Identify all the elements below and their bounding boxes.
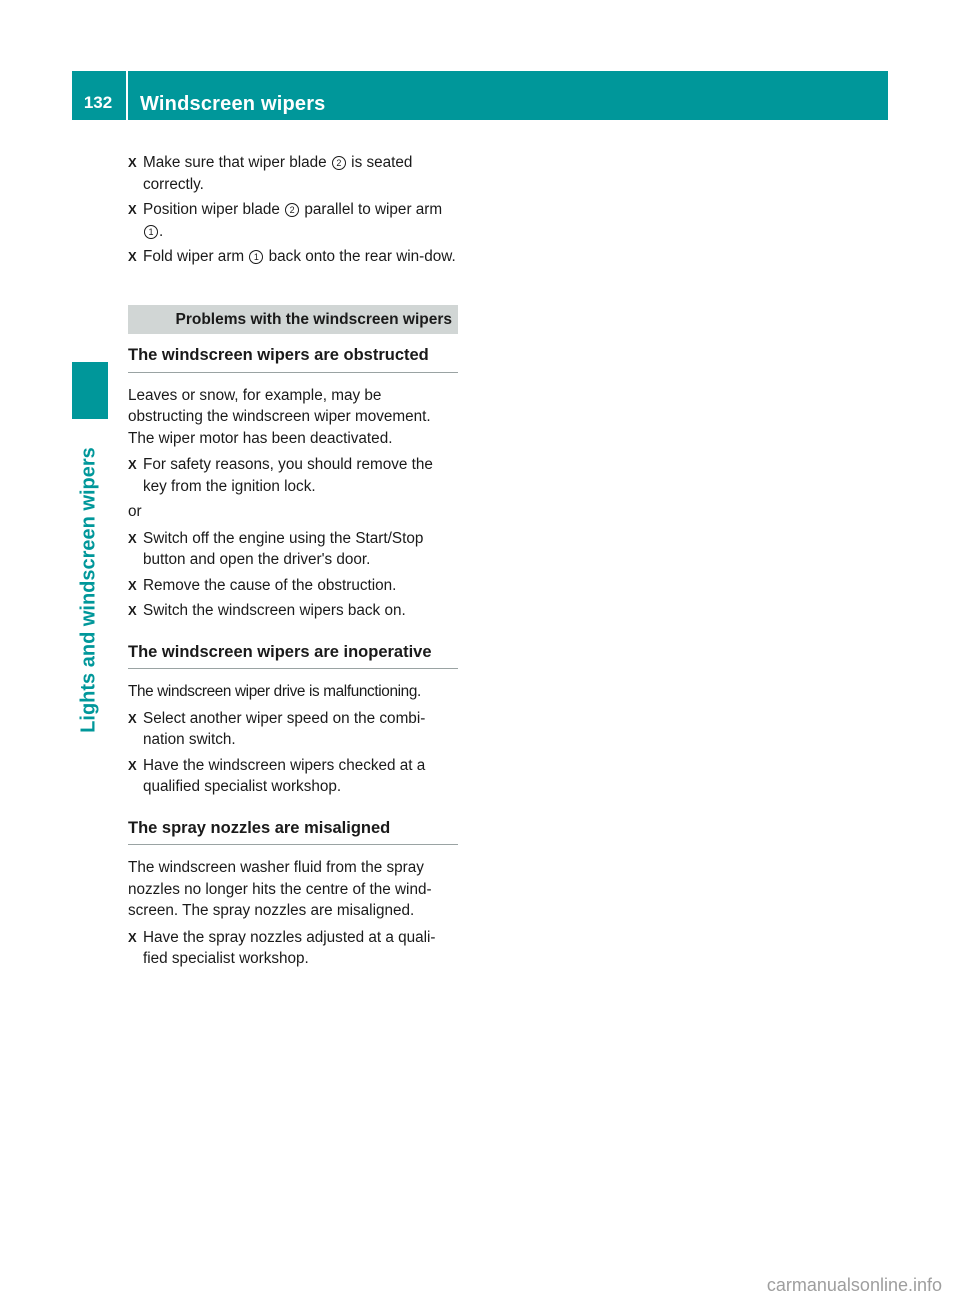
- step-marker-icon: X: [128, 202, 137, 217]
- callout-number-icon: 2: [285, 203, 299, 217]
- instruction-step: X Fold wiper arm 1 back onto the rear win-dow.: [128, 246, 458, 268]
- step-marker-icon: X: [128, 457, 137, 472]
- instruction-step: X Remove the cause of the obstruction.: [128, 575, 458, 597]
- callout-number-icon: 1: [144, 225, 158, 239]
- paragraph: Leaves or snow, for example, may be obstructing the windscreen wiper movement. The wiper motor has been deactivated.: [128, 386, 431, 447]
- step-marker-icon: X: [128, 603, 137, 618]
- instruction-step: X Switch off the engine using the Start/Stop button and open the driver's door.: [128, 529, 424, 568]
- watermark: carmanualsonline.info: [766, 1275, 942, 1295]
- main-content: [128, 152, 458, 974]
- instruction-step: X Have the windscreen wipers checked at a qualified specialist workshop.: [128, 756, 426, 795]
- step-marker-icon: X: [128, 530, 137, 546]
- instruction-step: X For safety reasons, you should remove the key from the ignition lock.: [128, 456, 433, 495]
- paragraph: The windscreen wiper drive is malfunctioning.: [128, 683, 421, 700]
- instruction-step: X Switch the windscreen wipers back on.: [128, 600, 458, 622]
- header-divider: [126, 71, 128, 120]
- callout-number-icon: 2: [332, 156, 346, 170]
- page-title: Windscreen wipers: [140, 93, 326, 115]
- callout-number-icon: 1: [249, 250, 263, 264]
- page-header: [72, 71, 888, 120]
- chapter-side-label: Lights and windscreen wipers: [77, 447, 100, 733]
- page-number: 132: [83, 93, 113, 112]
- instruction-step: X Have the spray nozzles adjusted at a quali-fied specialist workshop.: [128, 928, 436, 967]
- subsection-heading-inoperative: The windscreen wipers are inoperative: [128, 642, 458, 670]
- step-marker-icon: X: [128, 249, 137, 264]
- section-heading: Problems with the windscreen wipers: [128, 305, 458, 335]
- subsection-heading-obstructed: The windscreen wipers are obstructed: [128, 345, 458, 373]
- paragraph: The windscreen washer fluid from the spray nozzles no longer hits the centre of the wind-screen. The spray nozzles are misaligned.: [128, 859, 432, 919]
- instruction-step: X Make sure that wiper blade 2 is seated correctly.: [128, 154, 413, 193]
- instruction-step: X Select another wiper speed on the combi-nation switch.: [128, 709, 426, 748]
- chapter-tab-marker: [72, 362, 108, 419]
- step-marker-icon: X: [128, 929, 137, 945]
- step-marker-icon: X: [128, 757, 137, 773]
- instruction-step: X Position wiper blade 2 parallel to wiper arm 1 .: [128, 201, 443, 240]
- step-marker-icon: X: [128, 155, 137, 170]
- step-marker-icon: X: [128, 710, 137, 726]
- or-text: or: [128, 503, 142, 520]
- step-marker-icon: X: [128, 577, 137, 593]
- subsection-heading-misaligned: The spray nozzles are misaligned: [128, 818, 458, 846]
